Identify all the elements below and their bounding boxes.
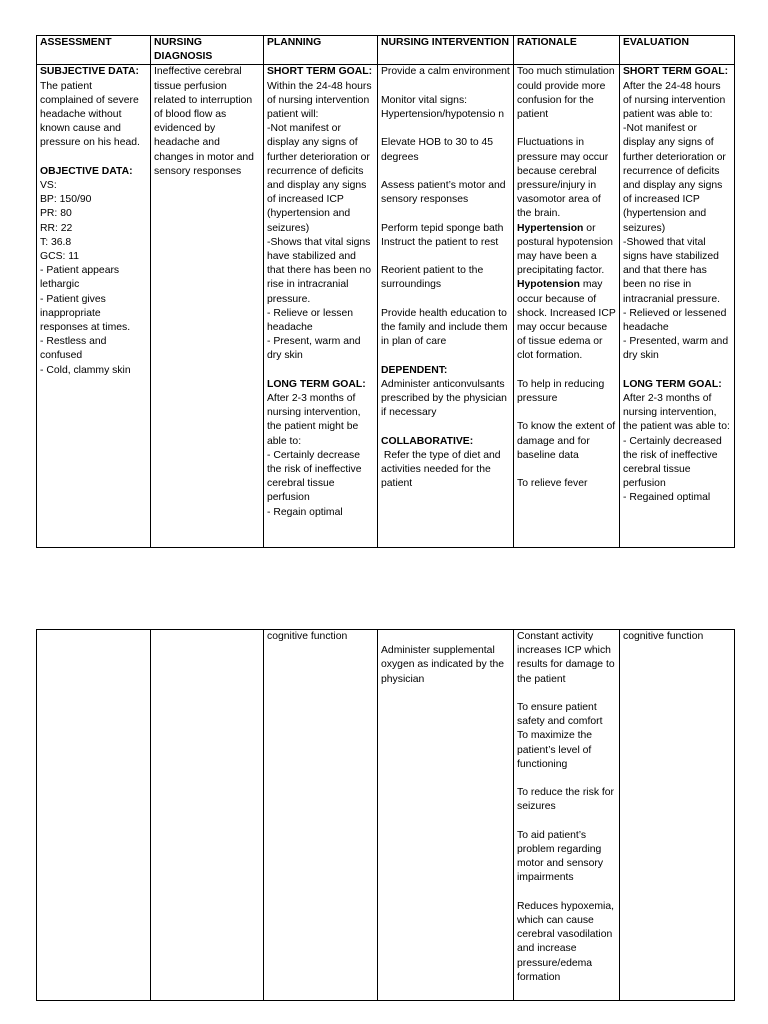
cell-text: To help in reducing pressure [517, 378, 608, 405]
spacer [381, 122, 510, 136]
cell-text: Within the 24-48 hours of nursing intervention patient will: [267, 80, 375, 121]
cell-text: Too much stimulation could provide more confusion for the patient [517, 66, 618, 121]
spacer [517, 364, 616, 378]
cell-text: cognitive function [623, 631, 704, 642]
section-heading: SHORT TERM GOAL: [267, 66, 373, 78]
cell-text: To relieve fever [517, 478, 588, 490]
cell-text: - Regained optimal [623, 492, 711, 504]
cell-text: Ineffective cerebral tissue perfusion related to interruption of blood flow as evidenced by headache and changes in motor and sensory responses [154, 66, 258, 177]
section-heading: DEPENDENT: [381, 364, 448, 376]
cell-text: Provide health education to the family and include them in plan of care [381, 307, 511, 348]
rationale-cell [514, 630, 620, 1001]
cell-text: -Showed that vital signs have stabilized and that there has been no rise in intracranial pressure. [623, 236, 722, 305]
spacer [517, 815, 616, 829]
care-plan-table-top [36, 35, 735, 548]
cell-text: -Not manifest or display any signs of further deterioration or recurrence of deficits and display any signs of increased ICP (hypertension and seizures) [267, 123, 373, 234]
spacer [517, 886, 616, 900]
emphasis-term: Hypertension [517, 222, 584, 234]
cell-text [517, 278, 619, 363]
cell-text: cognitive function [267, 631, 348, 642]
cell-text: - Regain optimal [267, 506, 343, 518]
cell-text: GCS: 11 [40, 251, 80, 263]
cell-text: Reduces hypoxemia, which can cause cerebral vasodilation and increase pressure/edema formation [517, 900, 617, 983]
cell-text: Assess patient’s motor and sensory responses [381, 179, 509, 206]
assessment-cell [37, 65, 151, 548]
spacer [623, 364, 731, 378]
spacer [381, 630, 510, 644]
cell-text: or postural hypotension may have been a precipitating factor. [517, 222, 616, 277]
spacer [517, 687, 616, 701]
cell-text: After the 24-48 hours of nursing intervention patient was able to: [623, 80, 729, 121]
cell-text: To know the extent of damage and for baseline data [517, 421, 619, 461]
cell-text: RR: 22 [40, 222, 73, 234]
cell-text: -Shows that vital signs have stabilized and that there has been no rise in intracranial pressure. [267, 236, 374, 305]
section-heading: LONG TERM GOAL: [623, 378, 722, 390]
cell-text: - Certainly decreased the risk of ineffective cerebral tissue perfusion [623, 435, 725, 490]
cell-text: Elevate HOB to 30 to 45 degrees [381, 137, 496, 163]
assessment-cell [37, 630, 151, 1001]
cell-text: - Patient appears lethargic [40, 265, 123, 291]
spacer [381, 165, 510, 179]
cell-text: After 2-3 months of nursing intervention, the patient might be able to: [267, 393, 364, 447]
cell-text: -Not manifest or display any signs of further deterioration or recurrence of deficits and display any signs of increased ICP (hypertension and seizures) [623, 123, 729, 234]
spacer [517, 463, 616, 477]
cell-text: Fluctuations in pressure may occur because cerebral pressure/injury in vasomotor area of the brain. [517, 137, 612, 220]
header-evaluation: EVALUATION [620, 36, 735, 65]
table-row [37, 630, 735, 1001]
cell-text: - Relieve or lessen headache [267, 307, 356, 334]
cell-text: - Cold, clammy skin [40, 364, 131, 376]
spacer [40, 151, 147, 165]
spacer [381, 420, 510, 434]
cell-text: Constant activity increases ICP which results for damage to the patient [517, 631, 618, 685]
cell-text: PR: 80 [40, 208, 72, 220]
cell-text: Reorient patient to the surroundings [381, 265, 487, 291]
cell-text: Administer supplemental oxygen as indicated by the physician [381, 645, 507, 685]
cell-text: After 2-3 months of nursing intervention, the patient was able to: [623, 393, 730, 433]
cell-text: VS: [40, 180, 57, 192]
cell-text: To ensure patient safety and comfort [517, 702, 603, 728]
cell-text: T: 36.8 [40, 236, 72, 248]
cell-text [517, 222, 616, 279]
header-nursing-intervention: NURSING INTERVENTION [378, 36, 514, 65]
spacer [381, 349, 510, 363]
section-heading: OBJECTIVE DATA: [40, 165, 133, 177]
cell-text: - Patient gives inappropriate responses at times. [40, 293, 131, 334]
spacer [517, 122, 616, 136]
care-plan-table-continued [36, 629, 735, 1001]
planning-cell [264, 630, 378, 1001]
header-rationale: RATIONALE [514, 36, 620, 65]
table-row [37, 65, 735, 548]
cell-text: may occur because of shock. Increased ICP may occur because of tissue edema or clot formation. [517, 279, 619, 362]
spacer [381, 250, 510, 264]
spacer [267, 364, 374, 378]
planning-cell [264, 65, 378, 548]
spacer [381, 207, 510, 221]
section-heading: SHORT TERM GOAL: [623, 66, 729, 78]
header-nursing-diagnosis: NURSING DIAGNOSIS [151, 36, 264, 65]
nursing-diagnosis-cell [151, 630, 264, 1001]
nursing-intervention-cell [378, 630, 514, 1001]
section-heading: LONG TERM GOAL: [267, 378, 366, 390]
spacer [517, 406, 616, 420]
spacer [381, 293, 510, 307]
cell-text: Monitor vital signs: Hypertension/hypotensio n [381, 94, 505, 120]
cell-text: Perform tepid sponge bath Instruct the patient to rest [381, 222, 507, 248]
nursing-diagnosis-cell [151, 65, 264, 548]
cell-text: Administer anticonvulsants prescribed by the physician if necessary [381, 378, 510, 419]
section-heading: SUBJECTIVE DATA: [40, 66, 139, 78]
header-row [37, 36, 735, 65]
nursing-intervention-cell [378, 65, 514, 548]
spacer [517, 772, 616, 786]
cell-text: - Present, warm and dry skin [267, 336, 364, 362]
evaluation-cell [620, 65, 735, 548]
rationale-cell [514, 65, 620, 548]
cell-text: - Relieved or lessened headache [623, 307, 730, 334]
cell-text: - Certainly decrease the risk of ineffective cerebral tissue perfusion [267, 449, 365, 504]
cell-text: To maximize the patient’s level of functioning [517, 730, 595, 770]
cell-text: Provide a calm environment [381, 66, 510, 78]
spacer [381, 80, 510, 94]
emphasis-term: Hypotension [517, 279, 580, 291]
cell-text: The patient complained of severe headache without known cause and pressure on his head. [40, 80, 142, 149]
cell-text: To reduce the risk for seizures [517, 787, 617, 813]
section-heading: COLLABORATIVE: [381, 435, 474, 447]
cell-text: BP: 150/90 [40, 194, 92, 206]
header-planning: PLANNING [264, 36, 378, 65]
cell-text: Refer the type of diet and activities needed for the patient [381, 449, 504, 490]
cell-text: - Presented, warm and dry skin [623, 336, 731, 362]
header-assessment: ASSESSMENT [37, 36, 151, 65]
evaluation-cell [620, 630, 735, 1001]
cell-text: - Restless and confused [40, 336, 110, 362]
cell-text: To aid patient’s problem regarding motor and sensory impairments [517, 829, 606, 884]
